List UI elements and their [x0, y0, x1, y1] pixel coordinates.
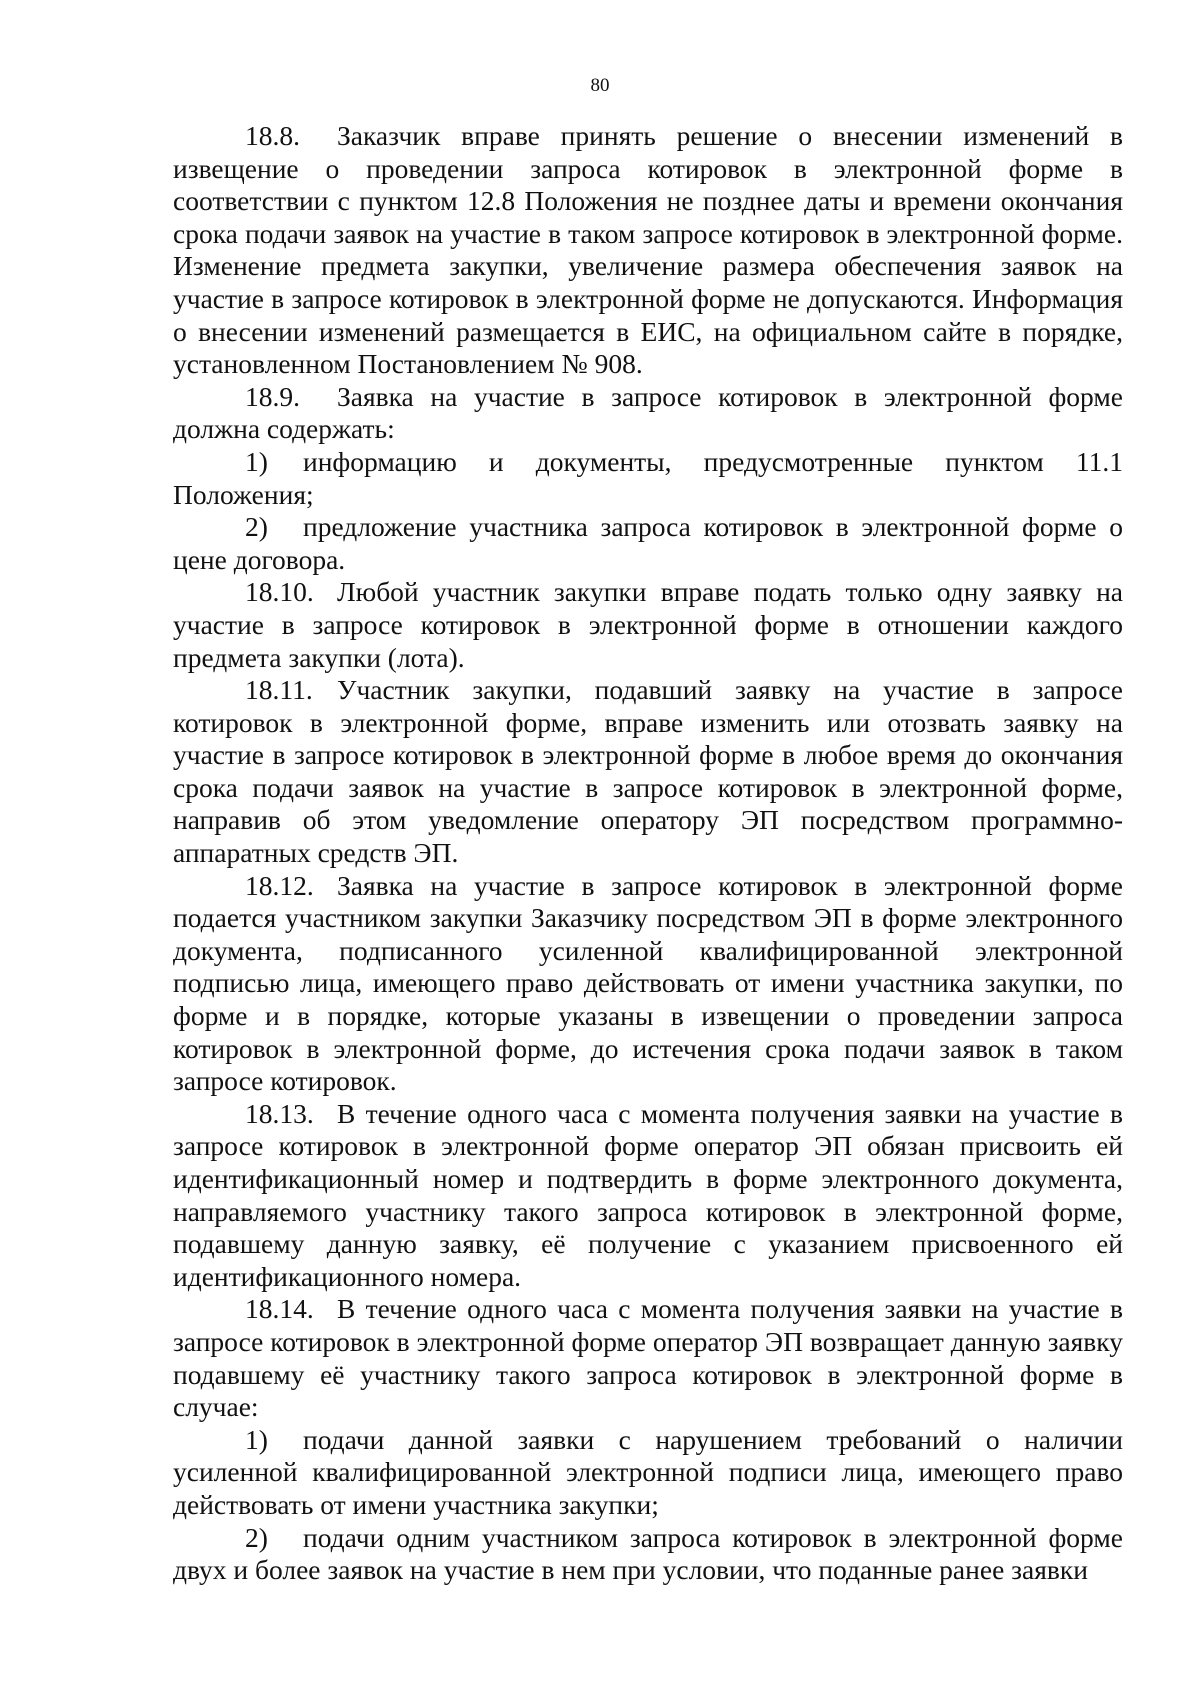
list-item-18-9-1: [173, 446, 1123, 511]
list-item-text: информацию и документы, предусмотренные пунктом 11.1 Положения;: [173, 445, 1123, 510]
paragraph-text: Заявка на участие в запросе котировок в электронной форме подается участником закупки Заказчику посредством ЭП в форме электронного документа, подписанного усиленной квалифицированной электронной подписью лица, имеющего право действовать от имени участника закупки, по форме и в порядке, которые указаны в извещении о проведении запроса котировок в электронной форме, до истечения срока подачи заявок в таком запросе котировок.: [173, 869, 1123, 1097]
paragraph-18-13: [173, 1098, 1123, 1294]
paragraph-text: Любой участник закупки вправе подать только одну заявку на участие в запросе котировок в электронной форме в отношении каждого предмета закупки (лота).: [173, 576, 1123, 673]
list-item-18-9-2: [173, 511, 1123, 576]
paragraph-number: 18.10.: [245, 576, 314, 608]
list-item-text: подачи одним участником запроса котировок в электронной форме двух и более заявок на участие в нем при условии, что поданные ранее заявки: [173, 1521, 1123, 1586]
paragraph-18-8: [173, 120, 1123, 381]
list-item-number: 2): [245, 511, 268, 543]
paragraph-text: Заказчик вправе принять решение о внесении изменений в извещение о проведении запроса котировок в электронной форме в соответствии с пунктом 12.8 Положения не позднее даты и времени окончания срока подачи заявок на участие в таком запросе котировок в электронной форме. Изменение предмета закупки, увеличение размера обеспечения заявок на участие в запросе котировок в электронной форме не допускаются. Информация о внесении изменений размещается в ЕИС, на официальном сайте в порядке, установленном Постановлением № 908.: [173, 120, 1123, 380]
paragraph-18-11: [173, 674, 1123, 870]
paragraph-number: 18.13.: [245, 1097, 314, 1129]
paragraph-18-14: [173, 1293, 1123, 1423]
list-item-18-14-2: [173, 1522, 1123, 1587]
list-item-18-14-1: [173, 1424, 1123, 1522]
paragraph-number: 18.9.: [245, 380, 300, 412]
list-item-text: подачи данной заявки с нарушением требований о наличии усиленной квалифицированной электронной подписи лица, имеющего право действовать от имени участника закупки;: [173, 1423, 1123, 1520]
paragraph-18-9: [173, 381, 1123, 446]
paragraph-text: Участник закупки, подавший заявку на участие в запросе котировок в электронной форме, вправе изменить или отозвать заявку на участие в запросе котировок в электронной форме в любое время до окончания срока подачи заявок на участие в запросе котировок в электронной форме, направив об этом уведомление оператору ЭП посредством программно-аппаратных средств ЭП.: [173, 674, 1123, 869]
page-number: 80: [590, 75, 610, 96]
paragraph-18-10: [173, 576, 1123, 674]
paragraph-number: 18.14.: [245, 1293, 314, 1325]
paragraph-text: В течение одного часа с момента получения заявки на участие в запросе котировок в электронной форме оператор ЭП обязан присвоить ей идентификационный номер и подтвердить в форме электронного документа, направляемого участнику такого запроса котировок в электронной форме, подавшему данную заявку, её получение с указанием присвоенного ей идентификационного номера.: [173, 1097, 1123, 1292]
paragraph-text: В течение одного часа с момента получения заявки на участие в запросе котировок в электронной форме оператор ЭП возвращает данную заявку подавшему её участнику такого запроса котировок в электронной форме в случае:: [173, 1293, 1123, 1423]
document-body: [173, 120, 1123, 1587]
list-item-number: 1): [245, 1423, 268, 1455]
paragraph-number: 18.11.: [245, 674, 313, 706]
paragraph-number: 18.12.: [245, 869, 314, 901]
list-item-number: 1): [245, 445, 268, 477]
list-item-text: предложение участника запроса котировок в электронной форме о цене договора.: [173, 511, 1123, 575]
paragraph-18-12: [173, 870, 1123, 1098]
paragraph-text: Заявка на участие в запросе котировок в электронной форме должна содержать:: [173, 380, 1123, 445]
list-item-number: 2): [245, 1521, 268, 1553]
paragraph-number: 18.8.: [245, 120, 300, 151]
